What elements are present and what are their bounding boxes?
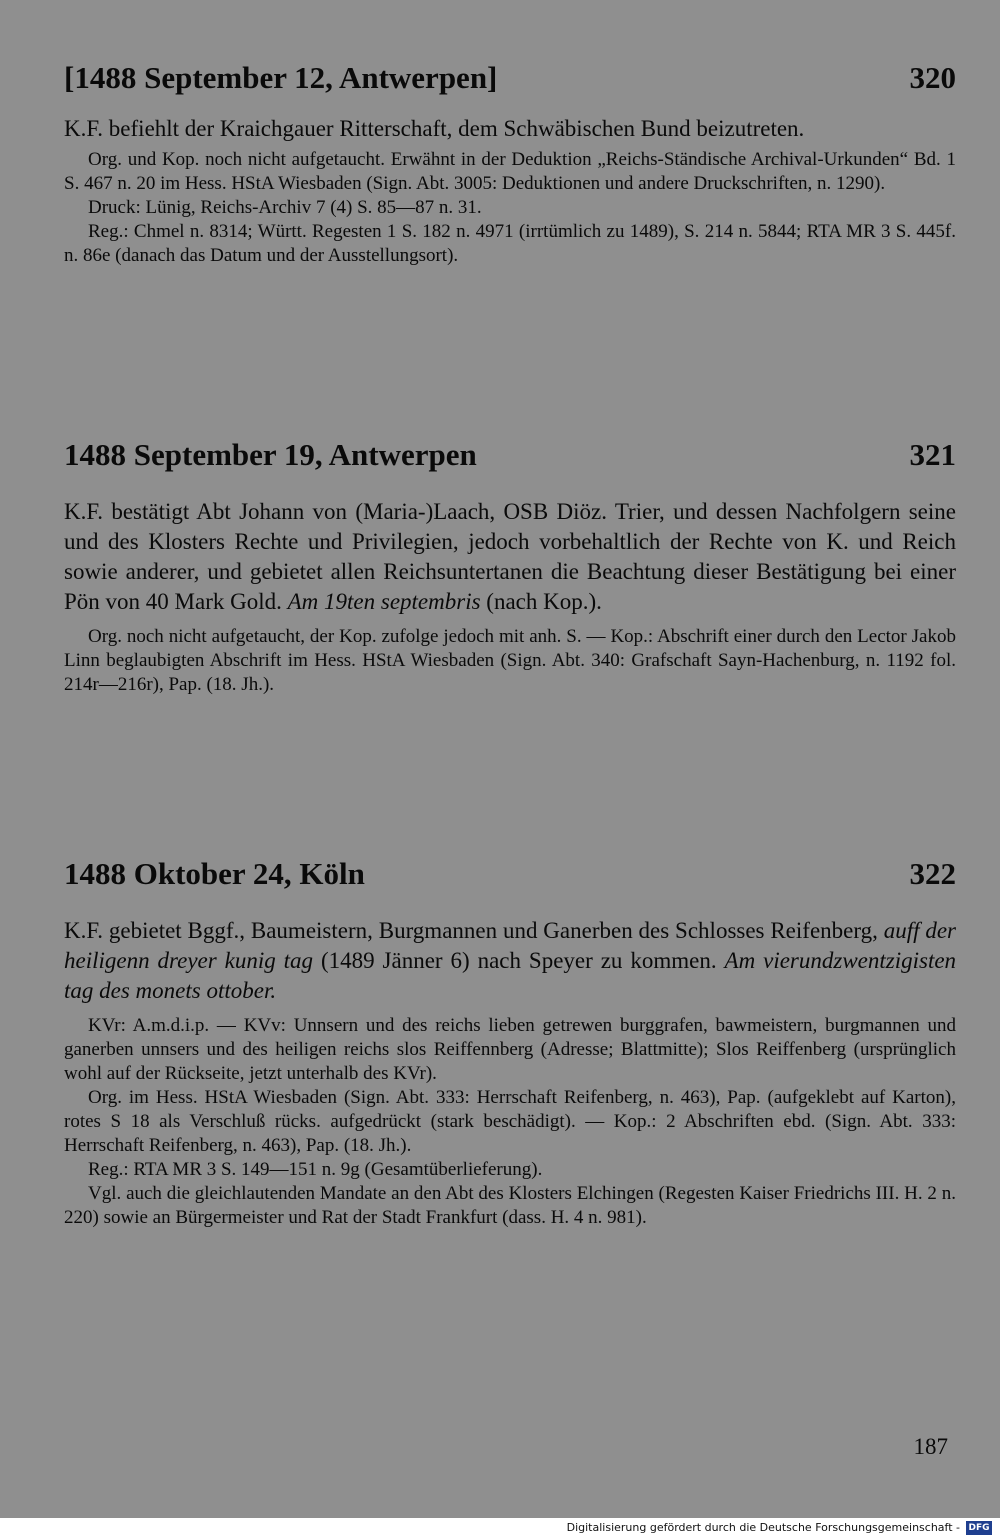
regest-entry-322: [64, 856, 956, 1230]
entry-note: Vgl. auch die gleichlautenden Mandate an den Abt des Klosters Elchingen (Regesten Kaiser Friedrichs III. H. 2 n. 220) sowie an Bürgermeister und Rat der Stadt Frankfurt (dass. H. 4 n. 981).: [64, 1183, 956, 1228]
entry-note: Org. und Kop. noch nicht aufgetaucht. Erwähnt in der Deduktion „Reichs-Ständische Archival-Urkunden“ Bd. 1 S. 467 n. 20 im Hess. HStA Wiesbaden (Sign. Abt. 3005: Deduktionen und andere Druckschriften, n. 1290).: [64, 149, 956, 194]
entry-summary: [64, 916, 956, 1006]
summary-quote: auff der heiligenn dreyer kunig tag: [64, 918, 956, 973]
entry-heading: [64, 856, 956, 892]
entry-note: Reg.: Chmel n. 8314; Württ. Regesten 1 S. 182 n. 4971 (irrtümlich zu 1489), S. 214 n. 5844; RTA MR 3 S. 445f. n. 86e (danach das Datum und der Ausstellungsort).: [64, 221, 956, 266]
summary-date-quote: Am 19ten septembris: [287, 589, 481, 614]
regest-entry-320: [64, 60, 956, 268]
entry-note: Org. im Hess. HStA Wiesbaden (Sign. Abt. 333: Herrschaft Reifenberg, n. 463), Pap. (aufgeklebt auf Karton), rotes S 18 als Verschluß rücks. aufgedrückt (stark beschädigt). — Kop.: 2 Abschriften ebd. (Sign. Abt. 333: Herrschaft Reifenberg, n. 463), Pap. (18. Jh.).: [64, 1087, 956, 1156]
summary-text: K.F. gebietet Bggf., Baumeistern, Burgmannen und Ganerben des Schlosses Reifenberg,: [64, 918, 878, 943]
entry-summary: K.F. befiehlt der Kraichgauer Ritterschaft, dem Schwäbischen Bund beizutreten.: [64, 116, 805, 141]
footer-text: Digitalisierung gefördert durch die Deutsche Forschungsgemeinschaft -: [566, 1521, 960, 1534]
entry-date-place: [1488 September 12, Antwerpen]: [64, 60, 498, 95]
summary-tail: (nach Kop.).: [486, 589, 602, 614]
entry-number: 320: [909, 60, 956, 95]
page-number: 187: [913, 1434, 948, 1459]
regest-entry-321: [64, 437, 956, 697]
entry-number: 321: [909, 437, 956, 472]
summary-text: (1489 Jänner 6) nach Speyer zu kommen.: [320, 948, 717, 973]
dfg-logo-icon: DFG: [966, 1521, 992, 1535]
entry-summary: [64, 497, 956, 617]
entry-note: KVr: A.m.d.i.p. — KVv: Unnsern und des reichs lieben getrewen burggrafen, bawmeistern, burgmannen und ganerben unnsers und des heiligen reichs slos Reiffennberg (Adresse; Blattmitte); Slos Reiffenberg (ursprünglich wohl auf der Rückseite, jetzt unterhalb des KVr).: [64, 1015, 956, 1084]
entry-number: 322: [909, 856, 956, 891]
entry-heading: [64, 437, 956, 473]
summary-text: K.F. bestätigt Abt Johann von (Maria-)Laach, OSB Diöz. Trier, und dessen Nachfolgern seine und des Klosters Rechte und Privilegien, jedoch vorbehaltlich der Rechte von K. und Reich sowie anderer, und gebietet allen Reichsuntertanen die Beachtung dieser Bestätigung bei einer Pön von 40 Mark Gold.: [64, 499, 956, 614]
entry-note: Org. noch nicht aufgetaucht, der Kop. zufolge jedoch mit anh. S. — Kop.: Abschrift einer durch den Lector Jakob Linn beglaubigten Abschrift im Hess. HStA Wiesbaden (Sign. Abt. 340: Grafschaft Sayn-Hachenburg, n. 1192 fol. 214r—216r), Pap. (18. Jh.).: [64, 626, 956, 695]
entry-note: Druck: Lünig, Reichs-Archiv 7 (4) S. 85—87 n. 31.: [88, 197, 482, 218]
entry-date-place: 1488 Oktober 24, Köln: [64, 856, 365, 891]
footer-bar: [0, 1518, 1000, 1539]
summary-date-quote: Am vierundzwentzigisten tag des monets ottober.: [64, 948, 957, 1003]
entry-heading: [64, 60, 956, 96]
entry-note: Reg.: RTA MR 3 S. 149—151 n. 9g (Gesamtüberlieferung).: [88, 1159, 543, 1180]
entry-date-place: 1488 September 19, Antwerpen: [64, 437, 477, 472]
